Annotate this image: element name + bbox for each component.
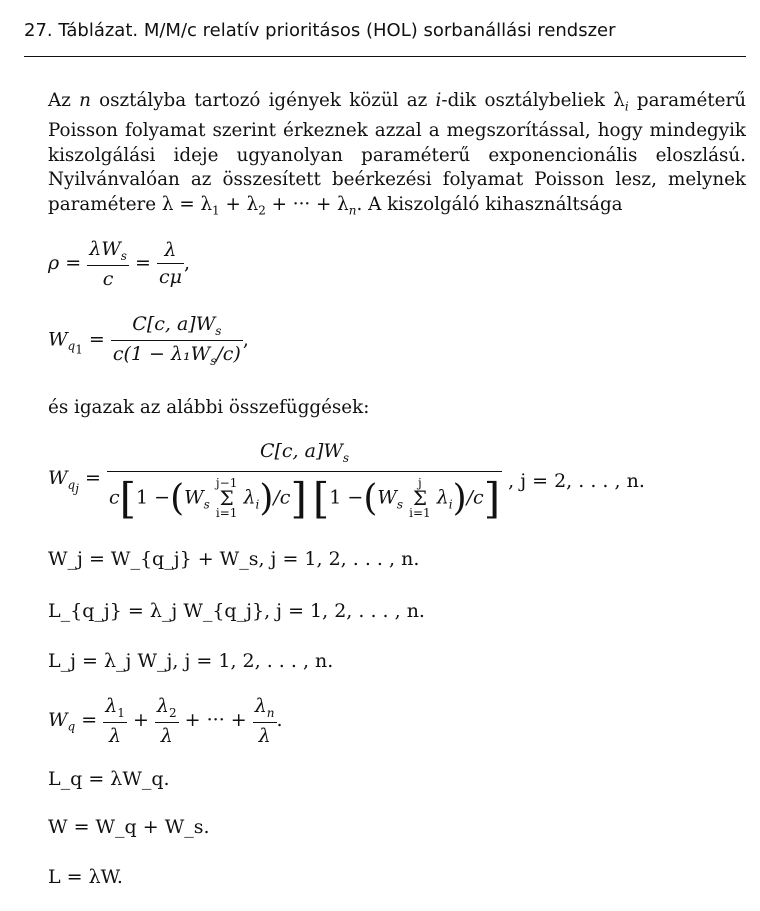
formula-rho: ρ = $\frac{\lambda W_s}{c}$ = $\frac{\lambda}{c\mu}$ , [48, 238, 190, 290]
table-title: 27. Táblázat. M/M/c relatív prioritásos (HOL) sorbanállási rendszer [24, 20, 616, 41]
mid-text: és igazak az alábbi összefüggések: [48, 397, 370, 418]
formula-wj: W_j = W_{q_j} + W_s, j = 1, 2, . . . , n. [48, 548, 420, 570]
formula-wq1: $W_{q_1}$ = $\frac{C[c, a]W_s}{c(1 - \lambda_1W_s/c)}$ , [48, 313, 249, 368]
formula-lqj: L_{q_j} = λ_j W_{q_j}, j = 1, 2, . . . , n. [48, 600, 425, 622]
formula-l: L = λW. [48, 866, 123, 888]
formula-wq: $W_q$ = $\frac{\lambda_1}{\lambda}$ + $\frac{\lambda_2}{\lambda}$ + ··· + $\frac{\lambda_n}{\lambda}$ . [48, 695, 283, 747]
formula-wqj: $W_{q_j}$ = C[c, $a]W_s$ $c[1 -(W_s$ j−1 Σ i=1 $\lambda_i)/c$] [$1 -(W_s$ j Σ i=1 $\lambda_i)/c$] , j = 2, . . . , n. [48, 440, 645, 523]
intro-paragraph: Az n osztályba tartozó igények közül az i-dik osztálybeliek $\lambda_i$ paraméterű Poisson folyamat szerint érkeznek azzal a megszorítással, hogy mindegyik kiszolgálási ideje ugyanolyan paraméterű exponencionális eloszlású. Nyilvánvalóan az összesített beérkezési folyamat Poisson lesz, melynek paramétere $\lambda = \lambda_1 + \lambda_2$ + ··· + $\lambda_n$. A kiszolgáló kihasználtsága [48, 90, 746, 218]
divider [24, 56, 746, 57]
formula-w: W = W_q + W_s. [48, 816, 210, 838]
formula-lj: L_j = λ_j W_j, j = 1, 2, . . . , n. [48, 650, 334, 672]
formula-lq: L_q = λW_q. [48, 768, 170, 790]
